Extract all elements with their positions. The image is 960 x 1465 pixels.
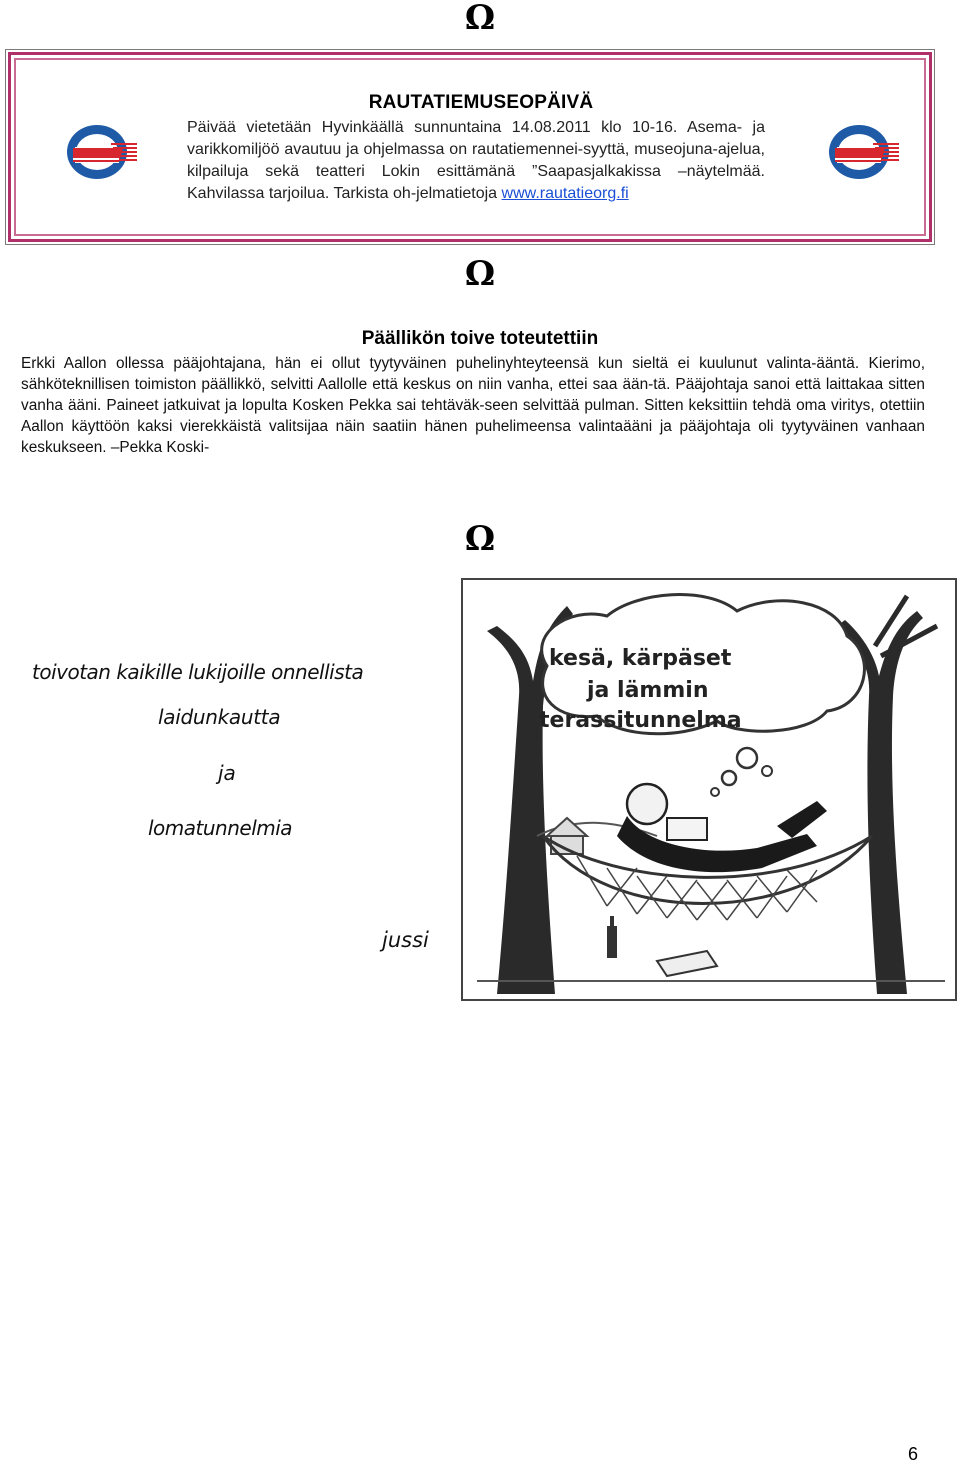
page-number: 6 [908, 1444, 919, 1464]
greeting-line: laidunkautta [158, 705, 281, 729]
cartoon-caption: terassitunnelma [539, 708, 742, 733]
greeting-line: toivotan kaikille lukijoille onnellista [32, 660, 364, 684]
announcement-text: Päivää vietetään Hyvinkäällä sunnuntaina 14.08.2011 klo 10-16. Asema- ja varikkomiljöö avautuu ja ohjelmassa on rautatiemennei-syyttä, museojuna-ajelua, kilpailuja sekä teatteri Lokin esittämänä ”Saapasjalkakissa –näytelmää. Kahvilassa tarjoilua. Tarkista oh-jelmatietoja [187, 119, 765, 202]
railway-museum-logo-icon [61, 117, 141, 187]
website-link[interactable]: www.rautatieorg.fi [501, 185, 629, 202]
article-body: Erkki Aallon ollessa pääjohtajana, hän ei ollut tyytyväinen puhelinyhteyteensä kun sieltä ei kuulunut valinta-ääntä. Kierimo, sähköteknillisen toimiston päällikkö, selvitti Aallolle että keskus on niin vanha, ettei saa ään-tä. Pääjohtaja sanoi että laittakaa sitten vanha ääni. Paineet jatkuivat ja lopulta Kosken Pekka sai tehtäväk-seen selvittää pulman. Sitten keksittiin tehdä oma viritys, otettiin Aallon käyttöön kaksi vierekkäistä valitsijaa näin saatiin hänen puhelimeensa valintaääni ja pääjohtaja oli tyytyväinen vanhaan keskukseen. –Pekka Koski- [21, 355, 925, 456]
article-title: Päällikön toive toteutettiin [361, 328, 599, 349]
section-separator-omega: Ω [464, 254, 496, 294]
cartoon-caption: kesä, kärpäset [549, 646, 732, 671]
cartoon-caption: ja lämmin [587, 678, 709, 703]
greeting-line: lomatunnelmia [148, 816, 293, 840]
cartoon-image [461, 578, 957, 1001]
greeting-line: ja [218, 761, 236, 785]
railway-museum-logo-icon [823, 117, 903, 187]
signature: jussi [382, 928, 429, 952]
section-separator-omega: Ω [464, 519, 496, 559]
section-separator-omega: Ω [464, 0, 496, 38]
announcement-box [8, 52, 932, 242]
announcement-body [187, 117, 765, 205]
announcement-title: RAUTATIEMUSEOPÄIVÄ [368, 92, 594, 113]
